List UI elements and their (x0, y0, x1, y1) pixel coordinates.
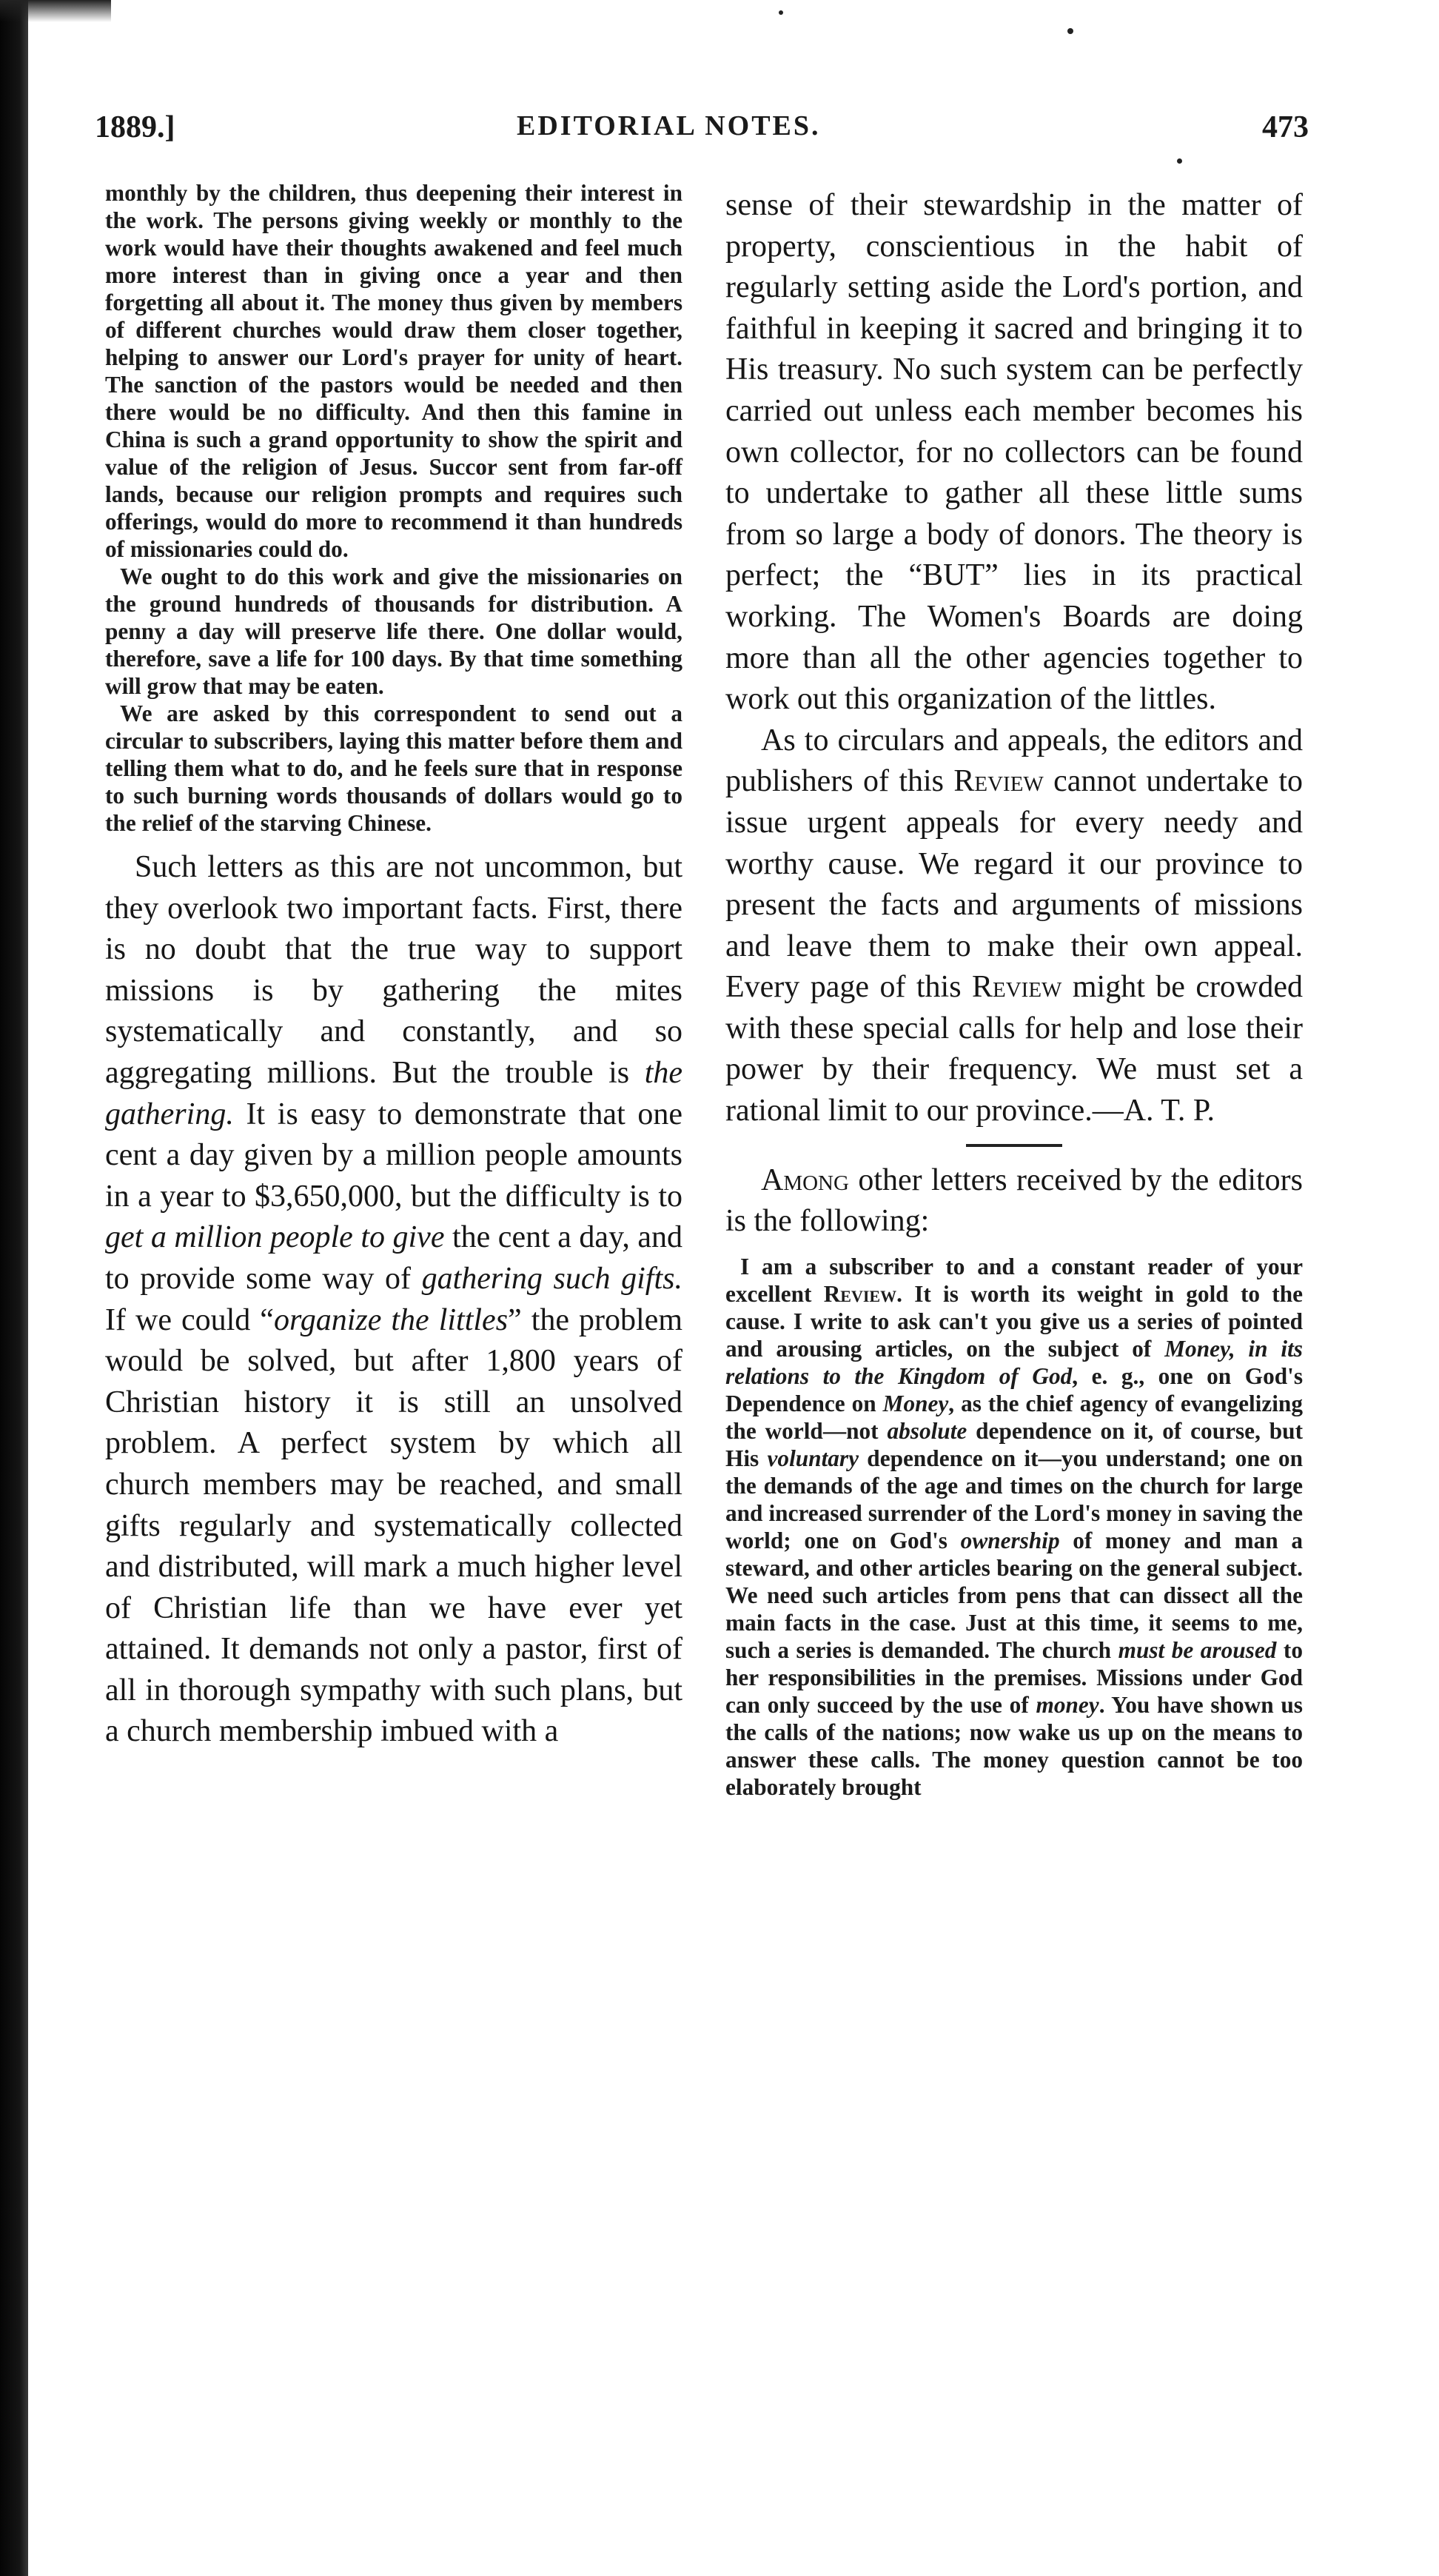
small-caps-text: Among (761, 1162, 849, 1197)
paragraph: We ought to do this work and give the missionaries on the ground hundreds of thousands for distribution. A penny a day will preserve life there. One dollar would, therefore, save a life for 100 days. By that time something will grow that may be eaten. (105, 563, 682, 699)
running-header (95, 110, 1309, 154)
italic-text: the gathering. (105, 1055, 682, 1131)
text-run: might be crowded with these special calls for help and lose their power by their frequency. We must set a rational limit to our province.—A. T. P. (725, 970, 1303, 1128)
paragraph: monthly by the children, thus deepening their interest in the work. The persons giving weekly or monthly to the work would have their thoughts awakened and feel much more interest than in giving once a year and then forgetting all about it. The money thus given by members of different churches would draw them closer together, helping to answer our Lord's prayer for unity of heart. The sanction of the pastors would be needed and then there would be no difficulty. And then this famine in China is such a grand opportunity to show the spirit and value of the religion of Jesus. Succor sent from far-off lands, because our religion prompts and requires such offerings, would do more to recommend it than hundreds of missionaries could do. (105, 180, 682, 562)
left-column (105, 179, 682, 1753)
text-run: to her responsibilities in the premises. Missions under God can only succeed by the use of (725, 1636, 1303, 1718)
text-run: the cent a day, and to provide some way of (105, 1220, 682, 1296)
small-caps-text: Review (823, 1280, 897, 1307)
text-run: . You have shown us the calls of the nations; now wake us up on the means to answer these calls. The money question cannot be too elaborately brought (725, 1691, 1303, 1800)
italic-text: Money, in its relations to the Kingdom of God (725, 1335, 1303, 1389)
italic-text: organize the littles (273, 1302, 509, 1337)
text-run: It is easy to demonstrate that one cent a day given by a million people amounts in a year to $3,650,000, but the difficulty is to (105, 1097, 682, 1214)
italic-text: must be aroused (1118, 1636, 1277, 1663)
text-run: , e. g., one on God's Dependence on (725, 1362, 1303, 1416)
text-run: , as the chief agency of evangelizing the world—not (725, 1390, 1303, 1444)
italic-text: money (1036, 1691, 1099, 1718)
text-run: If we could “ (105, 1302, 274, 1337)
binding-shadow (0, 0, 28, 2576)
paragraph (105, 847, 682, 1753)
text-run: Such letters as this are not uncommon, but they overlook two important facts. First, there is no doubt that the true way to support missions is by gathering the mites systematically and constantly, and so aggregating millions. But the trouble is (105, 850, 682, 1090)
paragraph (725, 1160, 1303, 1242)
small-caps-text: Review (953, 764, 1044, 799)
paragraph: We are asked by this correspondent to send out a circular to subscribers, laying this matter before them and telling them what to do, and he feels sure that in response to such burning words thousands of dollars would go to the relief of the starving Chinese. (105, 700, 682, 836)
quoted-letter (725, 1253, 1303, 1801)
text-run: dependence on it, of course, but His (725, 1417, 1303, 1471)
ink-speck (779, 10, 783, 15)
scan-smudge (0, 0, 111, 22)
header-year: 1889.] (95, 110, 175, 144)
text-run: other letters received by the editors is the following: (725, 1162, 1303, 1239)
italic-text: get a million people to give (105, 1220, 445, 1255)
ink-speck (1067, 28, 1073, 34)
italic-text: voluntary (767, 1445, 859, 1471)
paragraph: sense of their stewardship in the matter of property, conscientious in the habit of regularly setting aside the Lord's portion, and faithful in keeping it sacred and bringing it to His treasury. No such system can be perfectly carried out unless each member becomes his own collector, for no collectors can be found to undertake to gather all these little sums from so large a body of donors. The theory is perfect; the “BUT” lies in its practical working. The Women's Boards are doing more than all the other agencies together to work out this organization of the littles. (725, 188, 1303, 717)
text-run: dependence on it—you understand; one on the demands of the age and times on the church for large and increased surrender of the Lord's money in saving the world; one on God's (725, 1445, 1303, 1553)
text-run: . It is worth its weight in gold to the cause. I write to ask can't you give us a series of pointed and arousing articles, on the subject of (725, 1280, 1303, 1362)
italic-text: ownership (960, 1527, 1060, 1553)
text-run: As to circulars and appeals, the editors and publishers of this (725, 723, 1303, 799)
italic-text: absolute (887, 1417, 967, 1444)
paragraph (725, 720, 1303, 1132)
text-run: I am a subscriber to and a constant reader of your excellent (725, 1253, 1303, 1307)
text-run: ” the problem would be solved, but after 1,800 years of Christian history it is still an unsolved problem. A perfect system by which all church members may be reached, and small gifts regularly and systematically collected and distributed, will mark a much higher level of Christian life than we have ever yet attained. It demands not only a pastor, first of all in thorough sympathy with such plans, but a church membership imbued with a (105, 1302, 682, 1749)
page-number: 473 (1262, 110, 1309, 144)
small-caps-text: Review (972, 970, 1062, 1005)
italic-text: Money (882, 1390, 949, 1416)
section-divider (966, 1144, 1062, 1147)
header-title: EDITORIAL NOTES. (517, 110, 821, 141)
ink-speck (1177, 158, 1182, 164)
text-run: cannot undertake to issue urgent appeals for every needy and worthy cause. We regard it our province to present the facts and arguments of missions and leave them to make their own appeal. Every page of this (725, 764, 1304, 1005)
right-column (725, 185, 1303, 1801)
text-run: of money and man a steward, and other articles bearing on the general subject. We need such articles from pens that can dissect all the main facts in the case. Just at this time, it seems to me, such a series is demanded. The church (725, 1527, 1303, 1663)
italic-text: gathering such gifts. (421, 1261, 682, 1296)
